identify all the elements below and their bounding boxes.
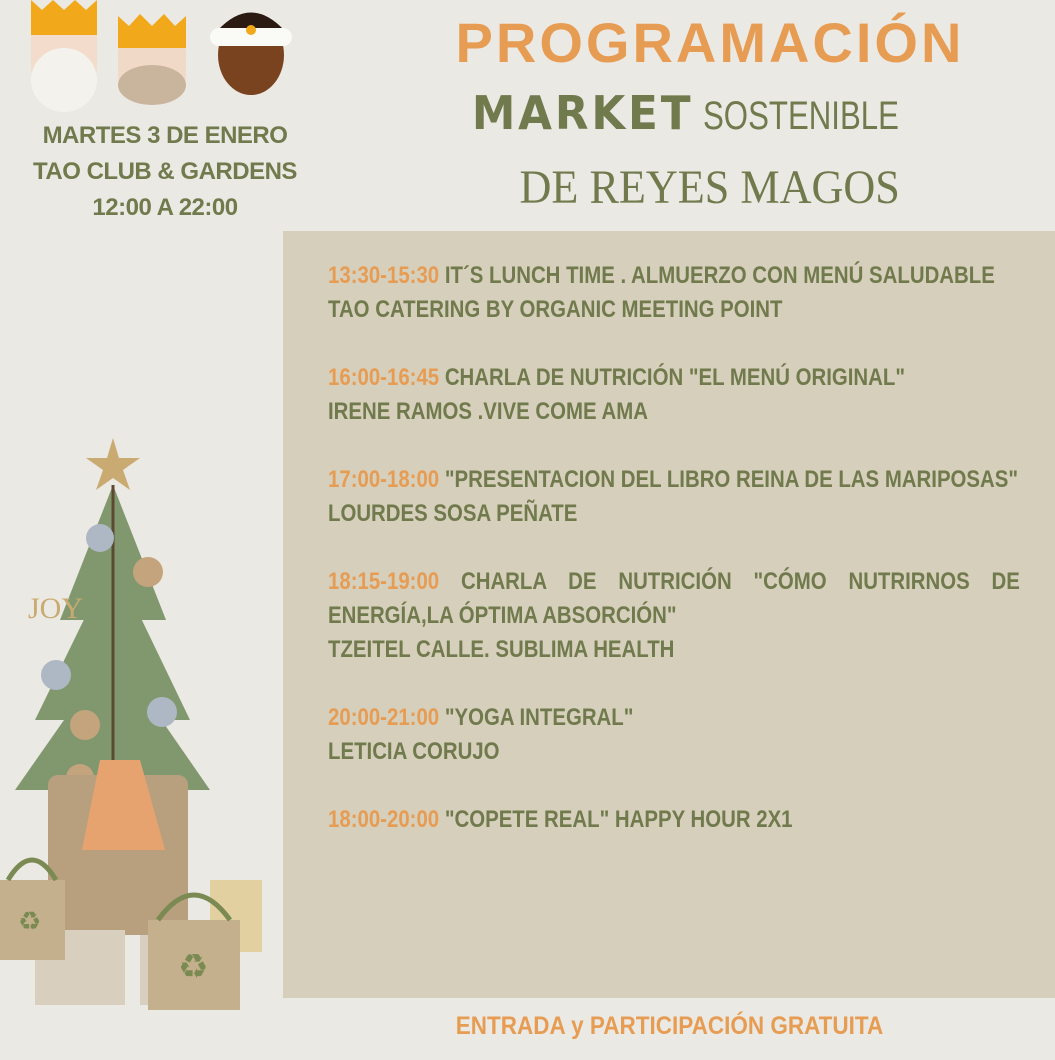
king-white-beard-icon	[31, 0, 97, 112]
event-venue: TAO CLUB & GARDENS	[33, 158, 297, 185]
joy-ornament: JOY	[28, 592, 84, 625]
king-grey-beard-icon	[118, 14, 186, 105]
event-host: TAO CATERING BY ORGANIC MEETING POINT	[328, 296, 783, 323]
event-item	[328, 361, 1020, 429]
event-hours: 12:00 A 22:00	[92, 194, 238, 221]
market-bold: MARKET	[471, 86, 694, 140]
event-item	[328, 565, 1020, 667]
event-time: 18:15-19:00	[328, 568, 440, 595]
event-title: IT´S LUNCH TIME . ALMUERZO CON MENÚ SALUDABLE	[444, 262, 995, 289]
event-time: 20:00-21:00	[328, 704, 440, 731]
three-kings-illustration	[25, 0, 305, 115]
christmas-tree-illustration	[0, 430, 280, 1020]
king-dark-icon	[210, 13, 292, 96]
event-date: MARTES 3 DE ENERO	[42, 122, 288, 149]
event-host: IRENE RAMOS .VIVE COME AMA	[328, 398, 649, 425]
subtitle: DE REYES MAGOS	[519, 161, 901, 214]
event-time: 13:30-15:30	[328, 262, 440, 289]
market-light: SOSTENIBLE	[703, 94, 899, 138]
event-item	[328, 803, 1020, 837]
svg-text:♻: ♻	[178, 948, 209, 986]
market-heading	[380, 88, 1040, 150]
event-time: 18:00-20:00	[328, 806, 440, 833]
events-list	[328, 259, 1020, 871]
footer-text: ENTRADA y PARTICIPACIÓN GRATUITA	[455, 1012, 883, 1040]
event-title: "COPETE REAL" HAPPY HOUR 2X1	[444, 806, 793, 833]
poster-title	[380, 10, 1040, 215]
event-time: 17:00-18:00	[328, 466, 440, 493]
event-title: CHARLA DE NUTRICIÓN "CÓMO NUTRIRNOS DE ENERGÍA,LA ÓPTIMA ABSORCIÓN"	[328, 568, 1020, 629]
event-item	[328, 701, 1020, 769]
event-time: 16:00-16:45	[328, 364, 440, 391]
star-icon	[86, 438, 140, 490]
event-info	[0, 118, 330, 226]
programacion-heading: PROGRAMACIÓN	[455, 11, 965, 74]
footer-free-entry	[283, 1012, 1055, 1041]
event-title: "YOGA INTEGRAL"	[444, 704, 634, 731]
event-item	[328, 259, 1020, 327]
event-host: LOURDES SOSA PEÑATE	[328, 500, 578, 527]
event-title: CHARLA DE NUTRICIÓN "EL MENÚ ORIGINAL"	[444, 364, 906, 391]
event-item	[328, 463, 1020, 531]
event-host: TZEITEL CALLE. SUBLIMA HEALTH	[328, 636, 675, 663]
event-host: LETICIA CORUJO	[328, 738, 500, 765]
svg-text:♻: ♻	[18, 906, 42, 936]
schedule-panel	[283, 231, 1055, 998]
event-title: "PRESENTACION DEL LIBRO REINA DE LAS MARIPOSAS"	[444, 466, 1019, 493]
